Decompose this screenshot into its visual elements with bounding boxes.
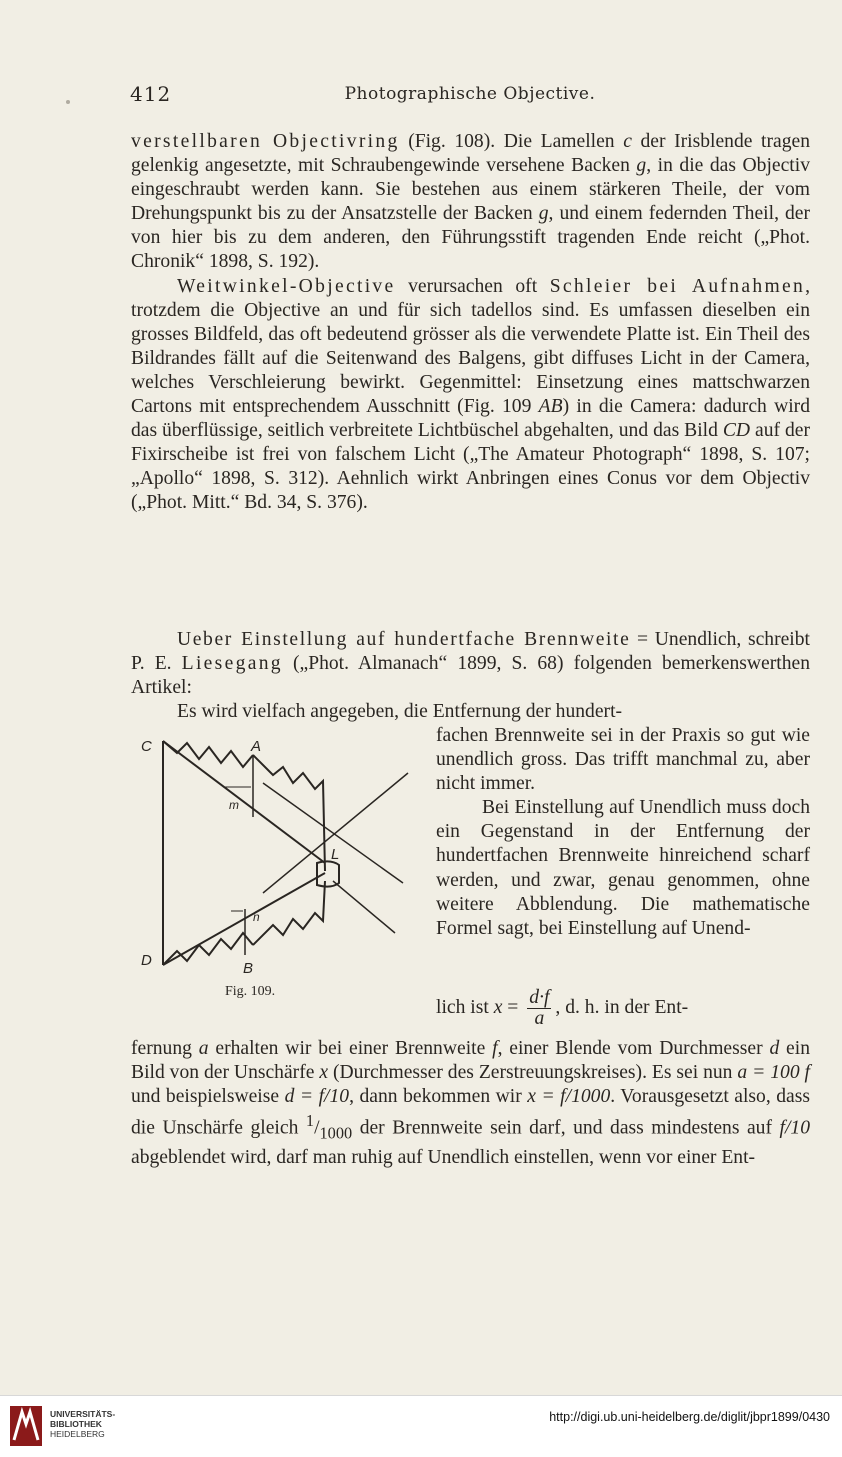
paragraph-formula-explained: fernung a erhalten wir bei einer Brennweite f, einer Blende vom Durchmesser d ein Bild von der Unschärfe x (Durchmesser des Zerstreuungskreises). Es sei nun a = 100 f und beispielsweise d = f/10, dann bekommen wir x = f/1000. Vorausgesetzt also, dass die Unschärfe gleich $^1/_{1000}$ der Brennweite sein darf, und dass mindestens auf f/10 abgeblendet wird, darf man ruhig auf Unendlich einstellen, wenn vor einer Ent- xyxy=(131,1038,810,1168)
text: , einer Blende vom Durchmesser xyxy=(497,1038,770,1059)
text: der Brennweite sein darf, und dass mindestens auf xyxy=(352,1117,780,1139)
text: lich ist xyxy=(436,997,494,1018)
var-g: g xyxy=(538,203,549,225)
bellows-bottom-right xyxy=(253,881,325,945)
ray-bottom xyxy=(163,873,325,965)
label-m: m xyxy=(229,798,239,812)
text: (Durchmesser des Zerstreuungskreises). Es sei nun xyxy=(328,1062,738,1084)
text: = Unendlich, schreibt P. E. xyxy=(131,629,810,675)
equals: = xyxy=(502,997,524,1018)
text: der Irisblende tragen gelenkig angesetzte, mit Schraubengewinde versehene Backen xyxy=(131,131,810,177)
paragraph-objectivring xyxy=(131,130,810,516)
label-d: D xyxy=(141,952,152,969)
label-l: L xyxy=(331,846,340,863)
emph-schleier: Schleier bei Aufnahmen xyxy=(549,275,806,297)
permalink-url[interactable]: http://digi.ub.uni-heidelberg.de/diglit/jbpr1899/0430 xyxy=(549,1410,830,1424)
var-x: x xyxy=(493,997,503,1018)
speck xyxy=(66,100,70,104)
text: ein Bild von der Unschärfe xyxy=(131,1038,810,1084)
label-a: A xyxy=(251,738,262,755)
page-number: 412 xyxy=(130,82,172,106)
label-c: C xyxy=(141,738,152,755)
text: , dann bekommen wir xyxy=(349,1086,528,1108)
lib-line-2: BIBLIOTHEK xyxy=(50,1419,102,1429)
frac-den: 1000 xyxy=(319,1123,353,1143)
bellows-top-right xyxy=(253,755,325,871)
text: , in die das Objectiv eingeschraubt werden kann. Sie bestehen aus einem stärkeren Theile, der vom Drehungspunkt bis zu der Ansatzstelle der Backen xyxy=(131,155,810,225)
var-g: g xyxy=(636,155,647,177)
bellows-top xyxy=(163,741,253,767)
library-name xyxy=(50,1409,115,1439)
library-logo-icon xyxy=(8,1404,44,1448)
denominator: a xyxy=(534,1008,545,1029)
lib-line-3: HEIDELBERG xyxy=(50,1429,105,1439)
lib-line-1: UNIVERSITÄTS- xyxy=(50,1409,116,1419)
author-name: Liesegang xyxy=(181,653,283,675)
emph-objectivring: verstellbaren Objectivring xyxy=(131,131,400,152)
label-n: n xyxy=(253,910,260,924)
var-cd: CD xyxy=(722,420,751,442)
text: ) in die Camera: dadurch wird das überflüssige, seitlich verbreitete Lichtbüschel abgehalten, und das Bild xyxy=(131,396,810,442)
bellows-bottom xyxy=(163,933,253,965)
text: fernung xyxy=(131,1038,199,1059)
text: auf der Fixirscheibe ist frei von falschem Licht („The Amateur Photograph“ 1898, S. 107; „Apollo“ 1898, S. 312). Aehnlich wirkt Anbringen eines Conus vor dem Objectiv („Phot. Mitt.“ Bd. 34, S. 376). xyxy=(131,420,810,514)
text: Bei Einstellung auf Unendlich muss doch ein Gegenstand in der Entfernung der hundertfachen Brennweite hinreichend scharf werden, und zwar, genau genommen, ohne weitere Abblendung. Die mathematische Formel sagt, bei Einstellung auf Unend- xyxy=(436,797,810,939)
text: , und einem federnden Theil, der von hier bis zu dem anderen, den Führungsstift tragenden Ende reicht („Phot. Chronik“ 1898, S. 192). xyxy=(131,203,810,273)
wrapped-column xyxy=(436,724,810,941)
page-header xyxy=(130,82,810,112)
var-c: c xyxy=(623,131,632,152)
var-ab: AB xyxy=(538,396,563,418)
numerator: d·f xyxy=(529,987,550,1008)
text: , trotzdem die Objective an und für sich tadellos sind. Es umfassen dieselben ein grosses Bildfeld, das oft bedeutend grösser als die verwendete Platte ist. Ein Theil des Bildrandes fällt auf die Seitenwand des Balgens, gibt diffuses Licht in der Camera, welches Verschleierung bewirkt. Gegenmittel: Einsetzung eines mattschwarzen Cartons mit entsprechendem Ausschnitt (Fig. 109 xyxy=(131,275,810,418)
paragraph-einstellung xyxy=(131,628,810,700)
text: (Fig. 108). Die Lamellen xyxy=(399,131,624,152)
text: Es wird vielfach angegeben, die Entfernung der hundert- xyxy=(177,701,623,722)
ray-top xyxy=(163,741,325,863)
formula-line xyxy=(436,988,810,1038)
var-f: f xyxy=(492,1038,498,1059)
section-heading: Ueber Einstellung auf hundertfache Brennweite xyxy=(177,629,631,650)
text: erhalten wir bei einer Brennweite xyxy=(208,1038,493,1059)
label-b: B xyxy=(243,960,254,977)
digitization-footer xyxy=(0,1395,842,1457)
frac-num: 1 xyxy=(305,1111,315,1131)
var-x: x xyxy=(319,1062,329,1084)
text: , d. h. in der Ent- xyxy=(555,997,689,1018)
text: . Vorausgesetzt also, dass die Unschärfe gleich xyxy=(131,1086,810,1139)
eq-x: x = f/1000 xyxy=(527,1086,611,1108)
text: abgeblendet wird, darf man ruhig auf Unendlich einstellen, wenn vor einer Ent- xyxy=(131,1146,756,1168)
eq-a: a = 100 f xyxy=(737,1062,810,1084)
eq-f10: f/10 xyxy=(779,1117,810,1139)
fraction xyxy=(527,988,551,1029)
text: und beispielsweise xyxy=(131,1086,285,1108)
text: verursachen oft xyxy=(395,275,550,297)
figure-caption: Fig. 109. xyxy=(225,984,276,999)
var-d: d xyxy=(769,1038,780,1059)
var-a: a xyxy=(198,1038,209,1059)
eq-d: d = f/10 xyxy=(284,1086,350,1108)
running-title: Photographische Objective. xyxy=(344,84,596,104)
text: („Phot. Almanach“ 1899, S. 68) folgenden bemerkenswerthen Artikel: xyxy=(131,653,810,699)
paragraph-first-line xyxy=(131,700,810,724)
text: fachen Brennweite sei in der Praxis so gut wie unendlich gross. Das trifft manchmal zu, aber nicht immer. xyxy=(436,725,810,795)
ray-out-3 xyxy=(333,881,395,933)
figure-109-diagram xyxy=(133,733,413,983)
emph-weitwinkel: Weitwinkel-Objective xyxy=(177,275,396,297)
